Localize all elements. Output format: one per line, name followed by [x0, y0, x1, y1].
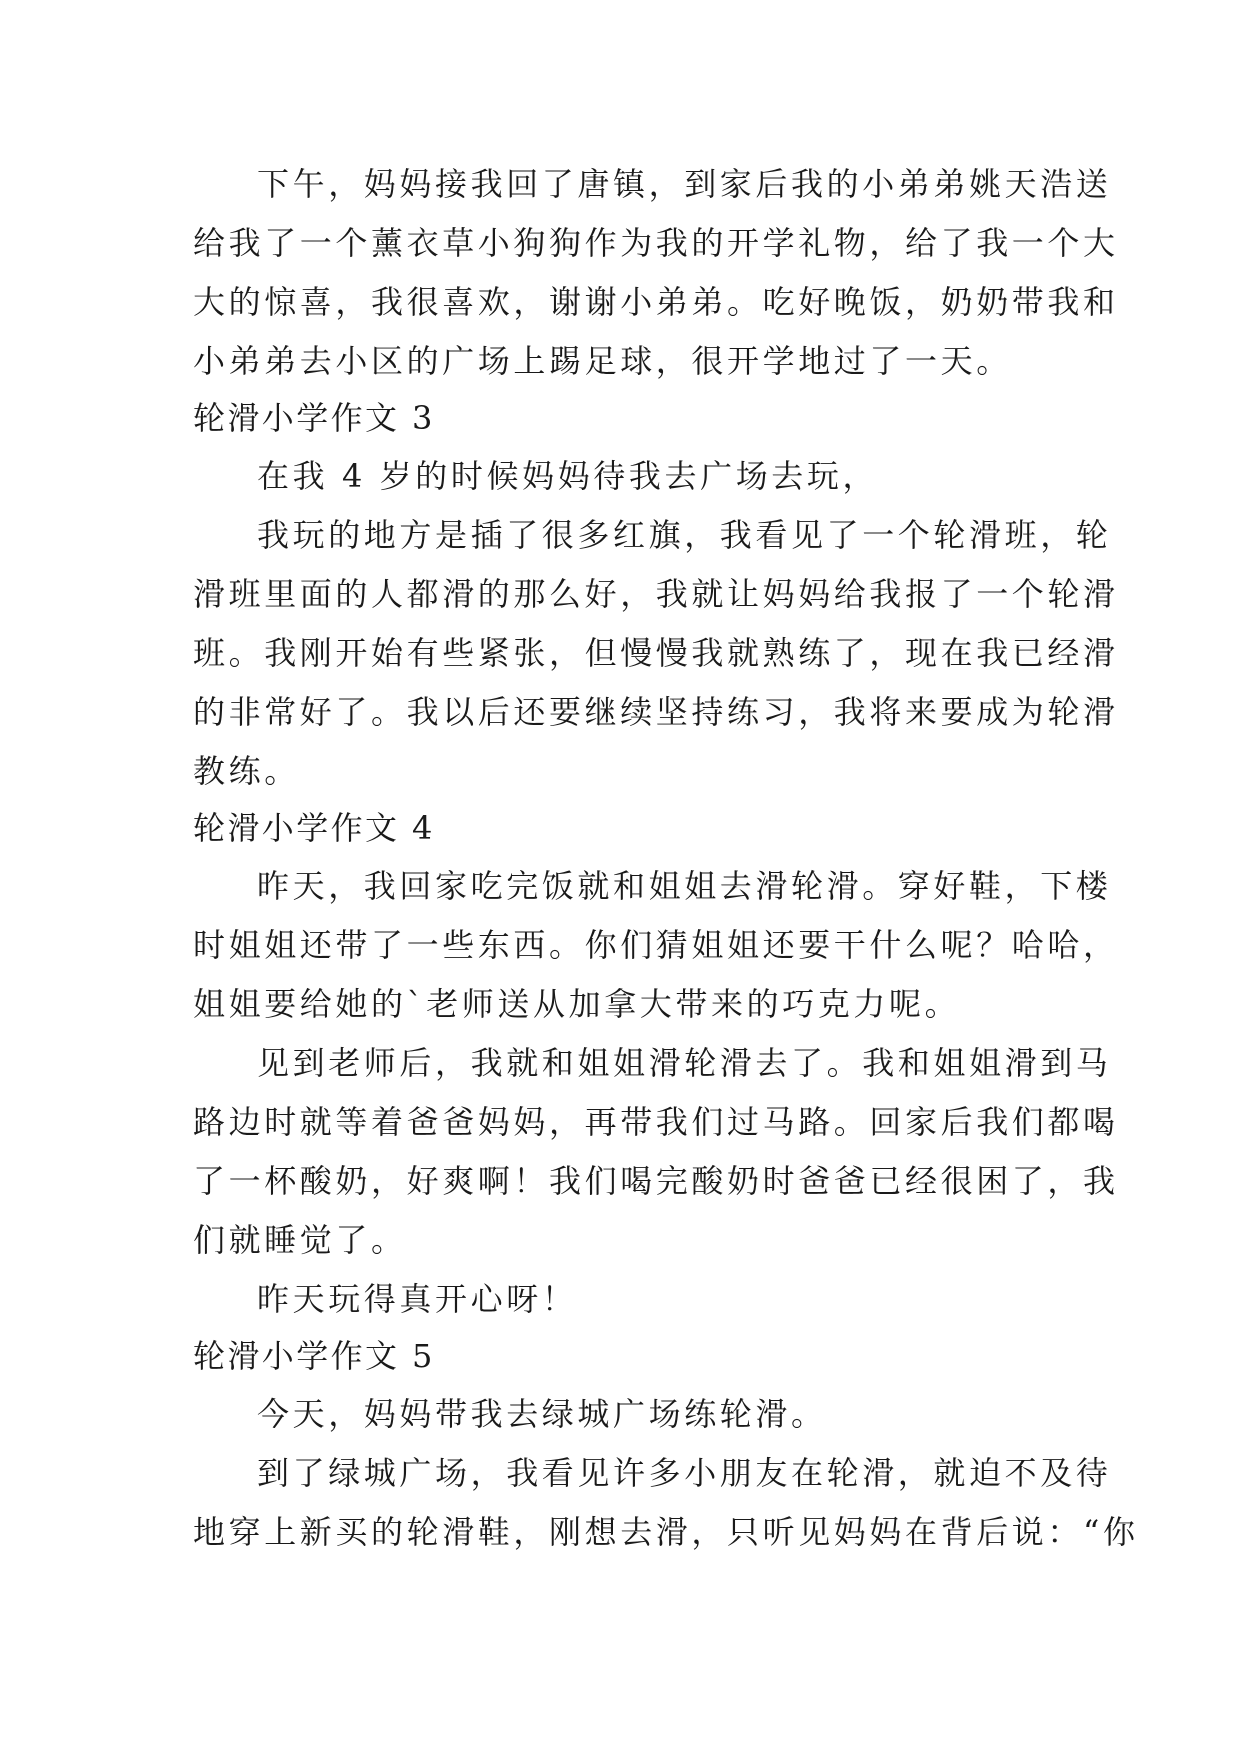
paragraph-line: 大的惊喜，我很喜欢，谢谢小弟弟。吃好晚饭，奶奶带我和	[193, 283, 1119, 321]
paragraph-line: 们就睡觉了。	[193, 1221, 407, 1259]
paragraph-line: 姐姐要给她的`老师送从加拿大带来的巧克力呢。	[193, 985, 961, 1023]
paragraph-line: 教练。	[193, 752, 300, 790]
paragraph-line: 小弟弟去小区的广场上踢足球，很开学地过了一天。	[193, 342, 1012, 380]
paragraph-line: 在我 4 岁的时候妈妈待我去广场去玩，	[257, 457, 879, 495]
paragraph-line: 下午，妈妈接我回了唐镇，到家后我的小弟弟姚天浩送	[257, 165, 1112, 203]
paragraph-line: 到了绿城广场，我看见许多小朋友在轮滑，就迫不及待	[257, 1454, 1112, 1492]
section-heading: 轮滑小学作文 5	[193, 1337, 435, 1375]
paragraph-line: 班。我刚开始有些紧张，但慢慢我就熟练了，现在我已经滑	[193, 634, 1119, 672]
paragraph-line: 给我了一个薰衣草小狗狗作为我的开学礼物，给了我一个大	[193, 224, 1119, 262]
paragraph-line: 地穿上新买的轮滑鞋，刚想去滑，只听见妈妈在背后说：“你	[193, 1513, 1139, 1551]
paragraph-line: 的非常好了。我以后还要继续坚持练习，我将来要成为轮滑	[193, 693, 1119, 731]
paragraph-line: 昨天，我回家吃完饭就和姐姐去滑轮滑。穿好鞋，下楼	[257, 867, 1112, 905]
section-heading: 轮滑小学作文 3	[193, 399, 435, 437]
paragraph-line: 我玩的地方是插了很多红旗，我看见了一个轮滑班，轮	[257, 516, 1112, 554]
paragraph-line: 见到老师后，我就和姐姐滑轮滑去了。我和姐姐滑到马	[257, 1044, 1112, 1082]
paragraph-line: 滑班里面的人都滑的那么好，我就让妈妈给我报了一个轮滑	[193, 575, 1119, 613]
paragraph-line: 路边时就等着爸爸妈妈，再带我们过马路。回家后我们都喝	[193, 1103, 1119, 1141]
paragraph-line: 了一杯酸奶，好爽啊！我们喝完酸奶时爸爸已经很困了，我	[193, 1162, 1119, 1200]
paragraph-line: 昨天玩得真开心呀！	[257, 1280, 578, 1318]
paragraph-line: 今天，妈妈带我去绿城广场练轮滑。	[257, 1395, 827, 1433]
paragraph-line: 时姐姐还带了一些东西。你们猜姐姐还要干什么呢？哈哈，	[193, 926, 1119, 964]
section-heading: 轮滑小学作文 4	[193, 809, 435, 847]
